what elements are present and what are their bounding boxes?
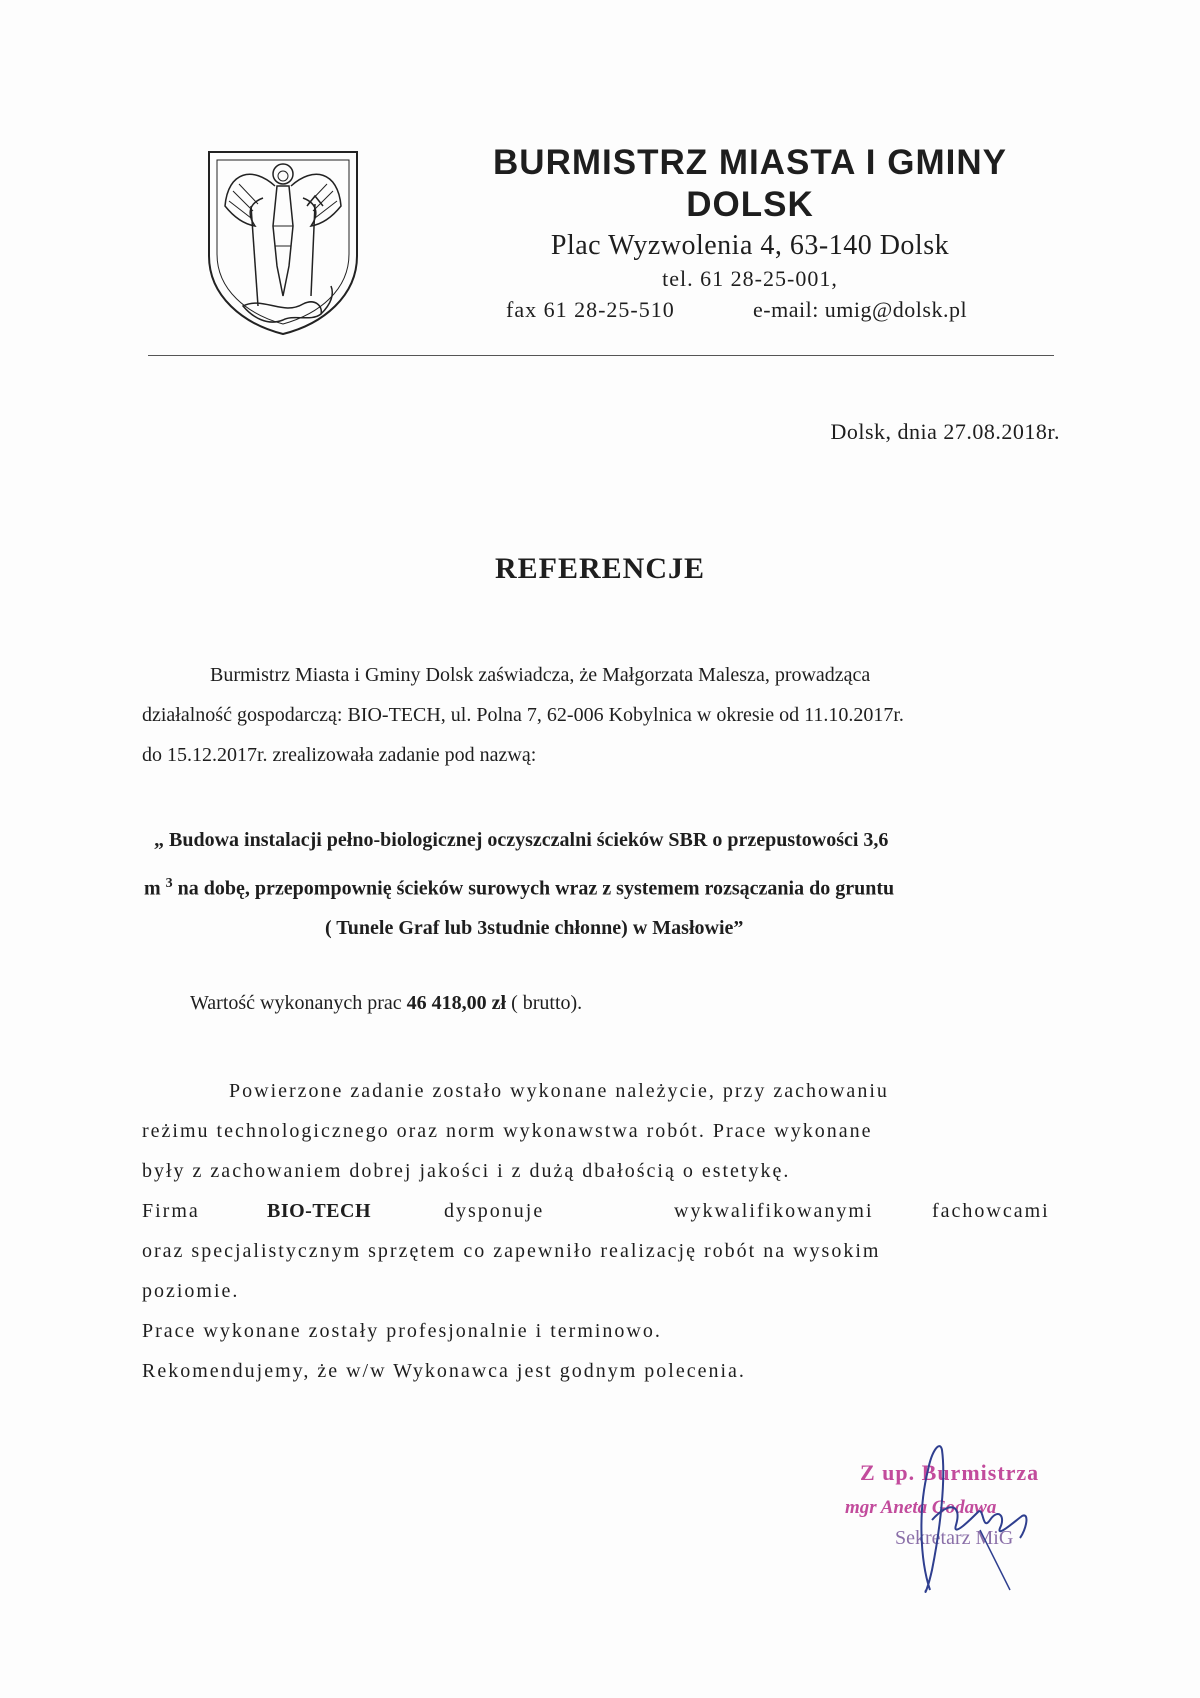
header-divider [148,355,1054,356]
header-title-line1: BURMISTRZ MIASTA I GMINY [493,143,1007,182]
body-line-4-company: BIO-TECH [267,1200,372,1222]
work-value-post: ( brutto). [506,992,583,1014]
header-title-line2: DOLSK [686,185,814,224]
body-line-4-adj: wykwalifikowanymi [674,1200,874,1222]
task-line-1: „ Budowa instalacji pełno-biologicznej oczyszczalni ścieków SBR o przepustowości 3,6 [154,829,889,851]
header-title [420,142,1080,226]
intro-line-1: Burmistrz Miasta i Gminy Dolsk zaświadcza, że Małgorzata Malesza, prowadząca [210,664,871,686]
body-line-4-noun: fachowcami [932,1200,1050,1222]
coat-of-arms-icon [203,146,363,338]
intro-line-2: działalność gospodarczą: BIO-TECH, ul. Polna 7, 62-006 Kobylnica w okresie od 11.10.2017r. [142,704,904,726]
work-value-pre: Wartość wykonanych prac [190,992,407,1014]
task-line-2-sup: 3 [165,876,173,891]
body-line-7: Prace wykonane zostały profesjonalnie i terminowo. [142,1320,662,1342]
document-heading: REFERENCJE [494,552,706,585]
document-date: Dolsk, dnia 27.08.2018r. [830,419,1060,444]
header-email: e-mail: umig@dolsk.pl [753,297,968,322]
body-line-8: Rekomendujemy, że w/w Wykonawca jest godnym polecenia. [142,1360,746,1382]
task-line-2 [144,864,894,909]
body-line-1: Powierzone zadanie zostało wykonane należycie, przy zachowaniu [229,1080,889,1102]
intro-line-3: do 15.12.2017r. zrealizowała zadanie pod nazwą: [142,744,537,766]
handwritten-signature-icon [880,1420,1060,1600]
header-fax: fax 61 28-25-510 [506,297,675,322]
task-line-2-pre: m [144,877,161,900]
body-line-2: reżimu technologicznego oraz norm wykonawstwa robót. Prace wykonane [142,1120,873,1142]
header-tel: tel. 61 28-25-001, [662,266,838,291]
body-line-4-firma: Firma [142,1200,200,1222]
task-line-3: ( Tunele Graf lub 3studnie chłonne) w Masłowie” [325,917,744,939]
header-address: Plac Wyzwolenia 4, 63-140 Dolsk [550,230,950,261]
stamp-line-3: Sekretarz MiG [895,1527,1014,1549]
body-line-5: oraz specjalistycznym sprzętem co zapewniło realizację robót na wysokim [142,1240,881,1262]
stamp-line-1: Z up. Burmistrza [860,1460,1040,1485]
work-value-amount: 46 418,00 zł [406,992,507,1014]
work-value [190,992,582,1015]
stamp-line-2: mgr Aneta Godawa [845,1497,997,1518]
body-line-4-verb: dysponuje [444,1200,545,1222]
task-line-2-post: na dobę, przepompownię ścieków surowych wraz z systemem rozsączania do gruntu [172,877,895,900]
body-line-3: były z zachowaniem dobrej jakości i z dużą dbałością o estetykę. [142,1160,791,1182]
body-line-6: poziomie. [142,1280,240,1302]
